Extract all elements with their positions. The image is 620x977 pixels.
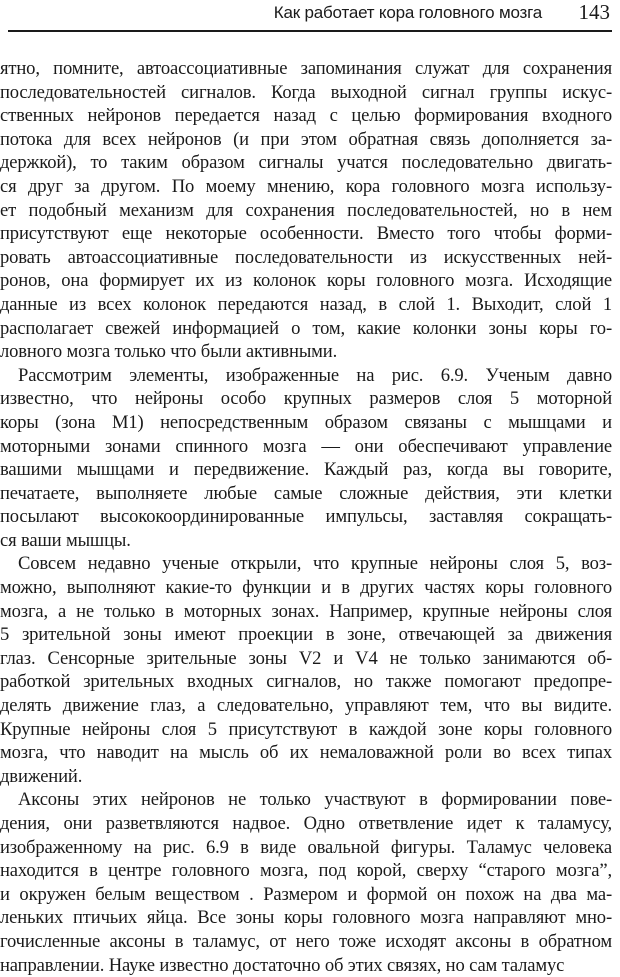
text-line: находится в центре головного мозга, под корой, сверху “старого мозга”,: [0, 860, 612, 882]
paragraph: [0, 364, 612, 553]
text-line: ственных нейронов передается назад с целью формирования входного: [0, 105, 612, 127]
text-line: направлении. Науке известно достаточно об этих связях, но сам таламус: [0, 954, 565, 976]
text-line: леньких птичьих яйца. Все зоны коры головного мозга направляют мно-: [0, 907, 612, 929]
running-head-title: Как работает кора головного мозга: [273, 3, 542, 22]
text-line: моторными зонами спинного мозга — они обеспечивают управление: [0, 435, 612, 457]
text-line: глаз. Сенсорные зрительные зоны V2 и V4 не только занимаются об-: [0, 647, 612, 669]
body-text: [0, 57, 612, 977]
text-line: движений.: [0, 765, 83, 787]
text-line: Крупные нейроны слоя 5 присутствуют в каждой зоне коры головного: [0, 718, 612, 740]
text-line: коры (зона M1) непосредственным образом связаны с мышцами и: [0, 411, 612, 433]
text-line: ет подобный механизм для сохранения последовательностей, но в нем: [0, 199, 612, 221]
header-rule: [8, 30, 612, 32]
text-line: мозга, что наводит на мысль об их немаловажной роли во всех типах: [0, 742, 612, 764]
text-line: потока для всех нейронов (и при этом обратная связь дополняется за-: [0, 128, 612, 150]
text-line: ронов, она формирует их из колонок коры головного мозга. Исходящие: [0, 270, 612, 292]
page-number: 143: [578, 0, 610, 24]
text-line: последовательностей сигналов. Когда выходной сигнал группы искус-: [0, 81, 612, 103]
text-line: можно, выполняют какие-то функции и в других частях коры головного: [0, 577, 612, 599]
text-line: гочисленные аксоны в таламус, от него тоже исходят аксоны в обратном: [0, 930, 612, 952]
text-line: держкой), то таким образом сигналы учатся последовательно двигать-: [0, 152, 612, 174]
running-head: [8, 0, 612, 34]
text-line: делять движение глаз, а следовательно, управляют тем, что вы видите.: [0, 695, 612, 717]
text-line: печатаете, выполняете любые самые сложные действия, эти клетки: [0, 482, 612, 504]
text-line: 5 зрительной зоны имеют проекции в зоне, отвечающей за движения: [0, 624, 612, 646]
text-line: ся ваши мышцы.: [0, 529, 131, 551]
text-line: изображенному на рис. 6.9 в виде овальной фигуры. Таламус человека: [0, 836, 612, 858]
text-line: ся друг за другом. По моему мнению, кора головного мозга использу-: [0, 175, 612, 197]
text-line: данные из всех колонок передаются назад, в слой 1. Выходит, слой 1: [0, 293, 612, 315]
text-line: ловного мозга только что были активными.: [0, 341, 338, 363]
text-line: располагает свежей информацией о том, какие колонки зоны коры го-: [0, 317, 612, 339]
text-line: ятно, помните, автоассоциативные запоминания служат для сохранения: [0, 58, 612, 79]
text-line: работкой зрительных входных сигналов, но также помогают предопре-: [0, 671, 612, 693]
text-line: известно, что нейроны особо крупных размеров слоя 5 моторной: [0, 388, 612, 410]
text-line: ровать автоассоциативные последовательности из искусственных ней-: [0, 246, 612, 268]
text-line: и окружен белым веществом . Размером и формой он похож на два ма-: [0, 883, 612, 905]
text-line: Аксоны этих нейронов не только участвуют в формировании пове-: [18, 789, 612, 811]
text-line: дения, они разветвляются надвое. Одно ответвление идет к таламусу,: [0, 813, 612, 834]
text-line: мозга, а не только в моторных зонах. Например, крупные нейроны слоя: [0, 600, 612, 622]
paragraph: [0, 788, 612, 977]
text-line: присутствуют еще некоторые особенности. Вместо того чтобы форми-: [0, 223, 612, 245]
text-line: посылают высококоординированные импульсы, заставляя сокращать-: [0, 506, 612, 528]
text-line: Совсем недавно ученые открыли, что крупные нейроны слоя 5, воз-: [18, 553, 612, 575]
text-line: вашими мышцами и передвижение. Каждый раз, когда вы говорите,: [0, 459, 612, 481]
text-line: Рассмотрим элементы, изображенные на рис. 6.9. Ученым давно: [18, 364, 612, 386]
paragraph: [0, 552, 612, 788]
paragraph: [0, 57, 612, 364]
